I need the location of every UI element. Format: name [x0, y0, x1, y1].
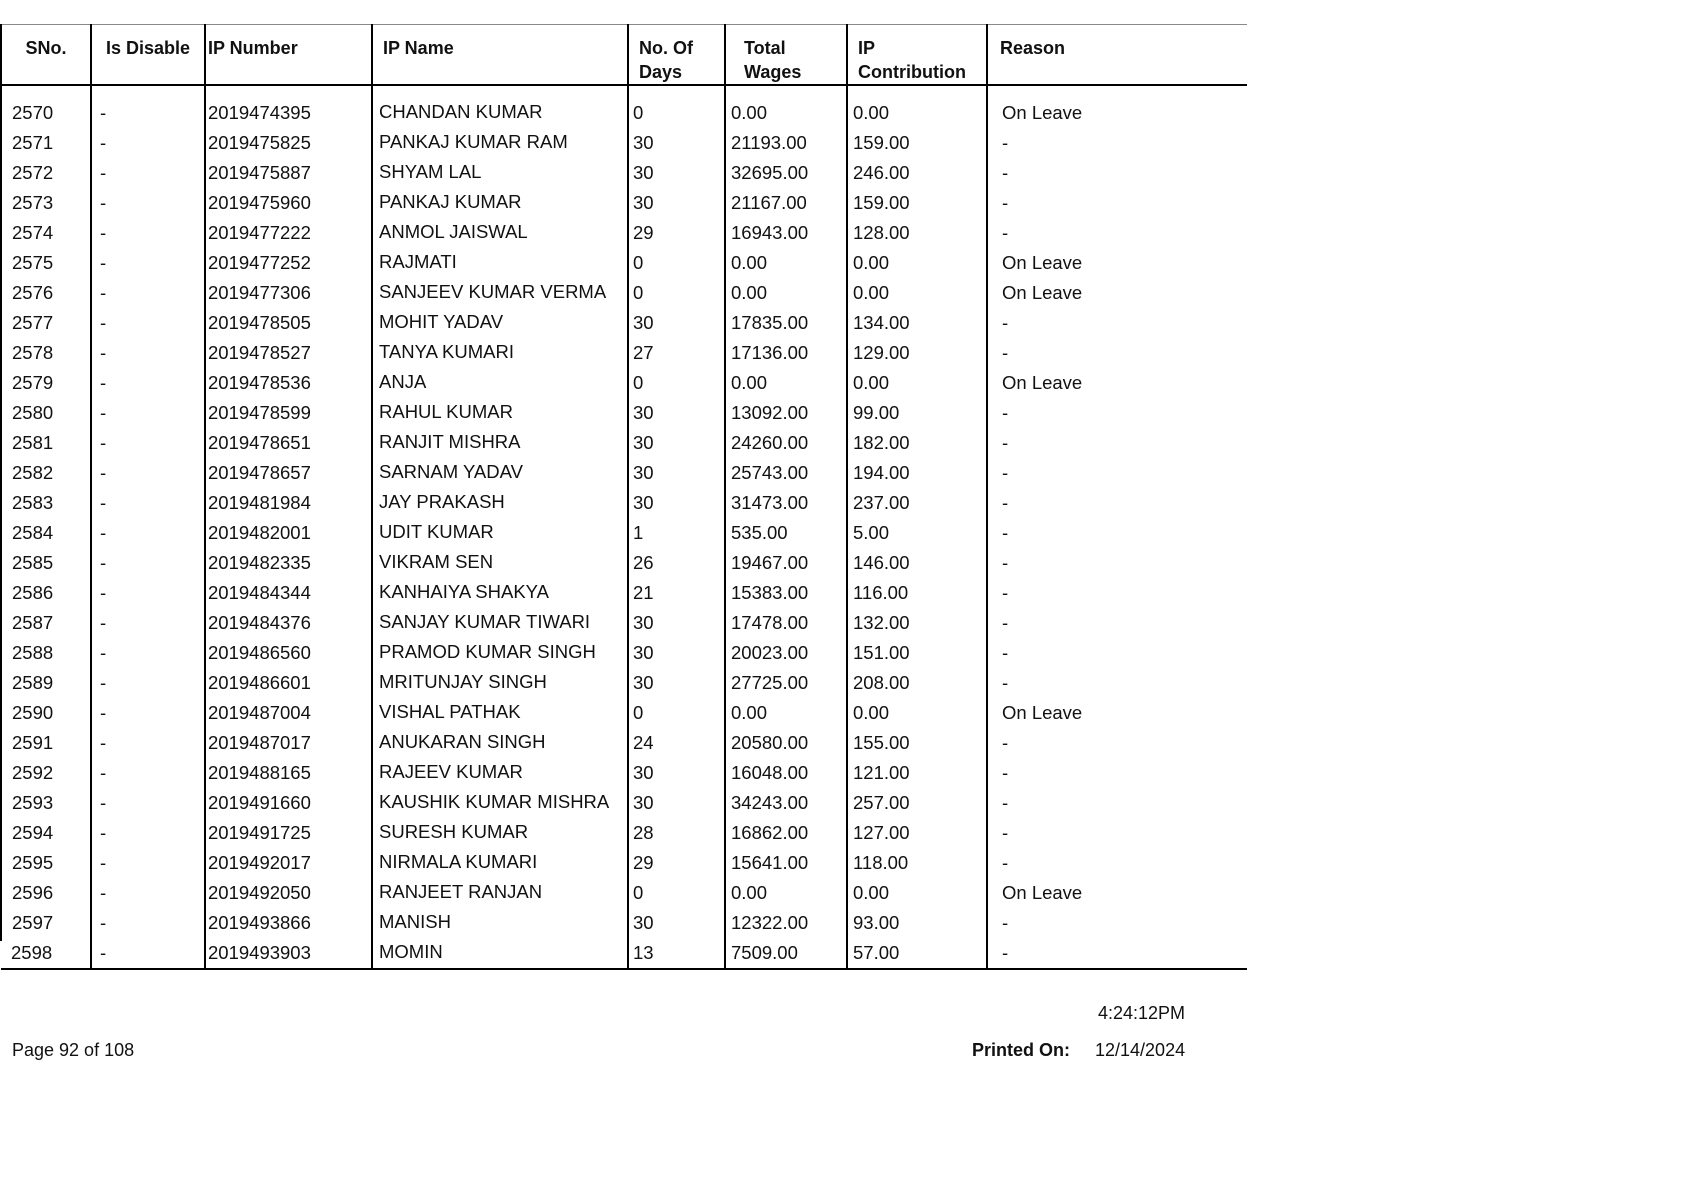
cell-days: 0	[628, 881, 725, 911]
table-row	[1, 731, 1247, 761]
cell-is-disable: -	[91, 641, 205, 671]
cell-ip-number: 2019477252	[205, 251, 372, 281]
cell-contribution: 208.00	[847, 671, 987, 701]
cell-ip-name: UDIT KUMAR	[372, 521, 628, 551]
cell-reason: On Leave	[1002, 102, 1083, 123]
cell-ip-name: KANHAIYA SHAKYA	[372, 581, 628, 611]
cell-days: 27	[628, 341, 725, 371]
cell-wages: 21167.00	[725, 191, 847, 221]
cell-days: 28	[628, 821, 725, 851]
cell-ip-number: 2019477222	[205, 221, 372, 251]
cell-days: 30	[628, 491, 725, 521]
table-row	[1, 911, 1247, 941]
cell-wages: 15383.00	[725, 581, 847, 611]
cell-ip-name: RAJMATI	[372, 251, 628, 281]
cell-days: 0	[628, 371, 725, 401]
table-row	[1, 671, 1247, 701]
cell-contribution: 194.00	[847, 461, 987, 491]
cell-wages: 17835.00	[725, 311, 847, 341]
cell-sno: 2597	[1, 911, 91, 941]
cell-is-disable: -	[91, 581, 205, 611]
cell-sno: 2576	[1, 281, 91, 311]
cell-wages: 0.00	[725, 881, 847, 911]
cell-contribution: 127.00	[847, 821, 987, 851]
cell-is-disable: -	[91, 161, 205, 191]
table-row	[1, 101, 1247, 131]
table-row	[1, 701, 1247, 731]
cell-wages: 12322.00	[725, 911, 847, 941]
cell-wages: 21193.00	[725, 131, 847, 161]
cell-ip-name: PRAMOD KUMAR SINGH	[372, 641, 628, 671]
cell-ip-number: 2019488165	[205, 761, 372, 791]
header-ip-number: IP Number	[205, 25, 372, 86]
cell-ip-name: ANJA	[372, 371, 628, 401]
cell-contribution: 132.00	[847, 611, 987, 641]
cell-ip-name: MRITUNJAY SINGH	[372, 671, 628, 701]
cell-ip-name: JAY PRAKASH	[372, 491, 628, 521]
cell-ip-number: 2019475887	[205, 161, 372, 191]
contribution-table	[0, 24, 1247, 970]
spacer-cell	[205, 85, 372, 101]
cell-contribution: 116.00	[847, 581, 987, 611]
cell-days: 30	[628, 911, 725, 941]
table-row	[1, 461, 1247, 491]
cell-reason: -	[1002, 162, 1009, 183]
cell-ip-name: VISHAL PATHAK	[372, 701, 628, 731]
cell-ip-number: 2019478657	[205, 461, 372, 491]
cell-contribution: 129.00	[847, 341, 987, 371]
cell-contribution: 159.00	[847, 131, 987, 161]
cell-contribution: 57.00	[847, 941, 987, 969]
cell-wages: 0.00	[725, 701, 847, 731]
cell-contribution: 237.00	[847, 491, 987, 521]
cell-is-disable: -	[91, 251, 205, 281]
cell-ip-name: SANJAY KUMAR TIWARI	[372, 611, 628, 641]
cell-ip-name: CHANDAN KUMAR	[372, 101, 628, 131]
cell-days: 30	[628, 761, 725, 791]
cell-contribution: 0.00	[847, 371, 987, 401]
table-row	[1, 881, 1247, 911]
cell-wages: 0.00	[725, 251, 847, 281]
cell-reason: -	[1002, 792, 1009, 813]
cell-days: 24	[628, 731, 725, 761]
header-wages-line2: Wages	[744, 62, 802, 82]
cell-sno: 2580	[1, 401, 91, 431]
header-ip-name: IP Name	[372, 25, 628, 86]
cell-sno: 2577	[1, 311, 91, 341]
table-row	[1, 401, 1247, 431]
cell-days: 0	[628, 701, 725, 731]
cell-contribution: 0.00	[847, 881, 987, 911]
cell-ip-name: TANYA KUMARI	[372, 341, 628, 371]
cell-ip-number: 2019484376	[205, 611, 372, 641]
header-reason: Reason	[1000, 38, 1066, 58]
spacer-cell	[725, 85, 847, 101]
cell-is-disable: -	[91, 131, 205, 161]
cell-ip-name: KAUSHIK KUMAR MISHRA	[372, 791, 628, 821]
cell-is-disable: -	[91, 731, 205, 761]
table-body	[1, 85, 1247, 969]
spacer-cell	[1, 85, 91, 101]
cell-sno: 2588	[1, 641, 91, 671]
cell-sno: 2570	[1, 101, 91, 131]
cell-is-disable: -	[91, 671, 205, 701]
table-row	[1, 641, 1247, 671]
cell-is-disable: -	[91, 101, 205, 131]
table-row	[1, 371, 1247, 401]
cell-ip-number: 2019482335	[205, 551, 372, 581]
cell-sno: 2578	[1, 341, 91, 371]
cell-ip-number: 2019478527	[205, 341, 372, 371]
cell-reason: -	[1002, 582, 1009, 603]
table-row	[1, 131, 1247, 161]
cell-ip-name: VIKRAM SEN	[372, 551, 628, 581]
cell-reason: -	[1002, 462, 1009, 483]
cell-reason: On Leave	[1002, 282, 1083, 303]
cell-ip-number: 2019486601	[205, 671, 372, 701]
table-row	[1, 851, 1247, 881]
cell-contribution: 0.00	[847, 251, 987, 281]
header-row	[1, 25, 1247, 86]
cell-ip-number: 2019475960	[205, 191, 372, 221]
cell-is-disable: -	[91, 821, 205, 851]
cell-ip-number: 2019484344	[205, 581, 372, 611]
cell-is-disable: -	[91, 281, 205, 311]
cell-days: 30	[628, 671, 725, 701]
cell-ip-number: 2019478651	[205, 431, 372, 461]
header-days-line1: No. Of	[639, 38, 693, 58]
cell-sno: 2595	[1, 851, 91, 881]
cell-ip-name: NIRMALA KUMARI	[372, 851, 628, 881]
cell-is-disable: -	[91, 521, 205, 551]
cell-ip-number: 2019482001	[205, 521, 372, 551]
cell-contribution: 128.00	[847, 221, 987, 251]
cell-days: 29	[628, 851, 725, 881]
cell-is-disable: -	[91, 491, 205, 521]
cell-contribution: 5.00	[847, 521, 987, 551]
cell-sno: 2596	[1, 881, 91, 911]
cell-is-disable: -	[91, 791, 205, 821]
cell-ip-number: 2019493903	[205, 941, 372, 969]
cell-contribution: 151.00	[847, 641, 987, 671]
cell-wages: 34243.00	[725, 791, 847, 821]
cell-sno: 2589	[1, 671, 91, 701]
cell-is-disable: -	[91, 881, 205, 911]
table-row	[1, 251, 1247, 281]
cell-ip-number: 2019487004	[205, 701, 372, 731]
cell-wages: 13092.00	[725, 401, 847, 431]
cell-sno: 2579	[1, 371, 91, 401]
cell-ip-number: 2019492017	[205, 851, 372, 881]
cell-reason: -	[1002, 222, 1009, 243]
cell-sno: 2583	[1, 491, 91, 521]
cell-ip-name: RAHUL KUMAR	[372, 401, 628, 431]
cell-is-disable: -	[91, 761, 205, 791]
cell-is-disable: -	[91, 941, 205, 969]
page-number: Page 92 of 108	[12, 1040, 135, 1060]
printed-time: 4:24:12PM	[1098, 1003, 1186, 1023]
cell-contribution: 155.00	[847, 731, 987, 761]
cell-is-disable: -	[91, 431, 205, 461]
spacer-cell	[847, 85, 987, 101]
cell-days: 30	[628, 461, 725, 491]
cell-ip-number: 2019493866	[205, 911, 372, 941]
cell-days: 21	[628, 581, 725, 611]
cell-days: 0	[628, 281, 725, 311]
spacer-cell	[628, 85, 725, 101]
cell-reason: -	[1002, 342, 1009, 363]
table-row	[1, 581, 1247, 611]
header-is-disable: Is Disable	[91, 25, 205, 86]
printed-on-label: Printed On:	[972, 1040, 1070, 1060]
cell-reason: -	[1002, 852, 1009, 873]
cell-ip-name: MOMIN	[372, 941, 628, 969]
cell-ip-number: 2019487017	[205, 731, 372, 761]
cell-ip-name: ANMOL JAISWAL	[372, 221, 628, 251]
cell-days: 30	[628, 401, 725, 431]
cell-reason: -	[1002, 192, 1009, 213]
cell-reason: On Leave	[1002, 882, 1083, 903]
cell-days: 30	[628, 131, 725, 161]
cell-wages: 16943.00	[725, 221, 847, 251]
cell-contribution: 159.00	[847, 191, 987, 221]
cell-is-disable: -	[91, 911, 205, 941]
cell-reason: -	[1002, 432, 1009, 453]
cell-contribution: 0.00	[847, 701, 987, 731]
cell-contribution: 257.00	[847, 791, 987, 821]
cell-ip-name: PANKAJ KUMAR RAM	[372, 131, 628, 161]
cell-contribution: 0.00	[847, 281, 987, 311]
spacer-cell	[987, 85, 1247, 101]
cell-days: 13	[628, 941, 725, 969]
cell-reason: -	[1002, 312, 1009, 333]
cell-is-disable: -	[91, 401, 205, 431]
cell-days: 0	[628, 101, 725, 131]
cell-days: 30	[628, 161, 725, 191]
cell-reason: -	[987, 941, 1247, 969]
cell-wages: 32695.00	[725, 161, 847, 191]
table-row	[1, 611, 1247, 641]
cell-ip-number: 2019475825	[205, 131, 372, 161]
cell-ip-number: 2019486560	[205, 641, 372, 671]
table-header	[1, 25, 1247, 86]
cell-wages: 24260.00	[725, 431, 847, 461]
cell-is-disable: -	[91, 851, 205, 881]
cell-ip-name: RAJEEV KUMAR	[372, 761, 628, 791]
cell-ip-name: SARNAM YADAV	[372, 461, 628, 491]
cell-sno: 2590	[1, 701, 91, 731]
spacer-cell	[372, 85, 628, 101]
cell-sno: 2572	[1, 161, 91, 191]
cell-is-disable: -	[91, 221, 205, 251]
table-row	[1, 521, 1247, 551]
cell-ip-name: SANJEEV KUMAR VERMA	[372, 281, 628, 311]
table-row	[1, 311, 1247, 341]
table-row	[1, 941, 1247, 969]
cell-sno: 2573	[1, 191, 91, 221]
cell-ip-name: MOHIT YADAV	[372, 311, 628, 341]
cell-reason: -	[1002, 642, 1009, 663]
cell-days: 1	[628, 521, 725, 551]
cell-reason: -	[1002, 522, 1009, 543]
table-row	[1, 431, 1247, 461]
cell-sno: 2582	[1, 461, 91, 491]
cell-contribution: 246.00	[847, 161, 987, 191]
cell-reason: -	[1002, 732, 1009, 753]
cell-wages: 535.00	[725, 521, 847, 551]
cell-contribution: 121.00	[847, 761, 987, 791]
cell-is-disable: -	[91, 311, 205, 341]
cell-days: 29	[628, 221, 725, 251]
cell-contribution: 0.00	[847, 101, 987, 131]
table-row	[1, 221, 1247, 251]
cell-sno: 2592	[1, 761, 91, 791]
cell-wages: 31473.00	[725, 491, 847, 521]
cell-is-disable: -	[91, 341, 205, 371]
cell-contribution: 182.00	[847, 431, 987, 461]
cell-reason: -	[1002, 822, 1009, 843]
cell-wages: 0.00	[725, 281, 847, 311]
cell-ip-name: PANKAJ KUMAR	[372, 191, 628, 221]
spacer-cell	[91, 85, 205, 101]
cell-sno: 2584	[1, 521, 91, 551]
cell-ip-name: ANUKARAN SINGH	[372, 731, 628, 761]
table-row	[1, 161, 1247, 191]
table-row	[1, 551, 1247, 581]
cell-reason: -	[1002, 132, 1009, 153]
cell-sno: 2571	[1, 131, 91, 161]
cell-wages: 0.00	[725, 371, 847, 401]
cell-reason: On Leave	[1002, 702, 1083, 723]
cell-reason: -	[1002, 492, 1009, 513]
cell-contribution: 99.00	[847, 401, 987, 431]
cell-ip-name: SHYAM LAL	[372, 161, 628, 191]
header-contrib-line1: IP	[858, 38, 876, 58]
cell-ip-number: 2019478536	[205, 371, 372, 401]
table-row	[1, 791, 1247, 821]
header-contrib-line2: Contribution	[858, 62, 966, 82]
cell-days: 30	[628, 191, 725, 221]
cell-ip-name: RANJEET RANJAN	[372, 881, 628, 911]
header-total-wages	[725, 25, 847, 86]
cell-reason: On Leave	[1002, 372, 1083, 393]
printed-date: 12/14/2024	[1095, 1040, 1186, 1060]
cell-ip-number: 2019492050	[205, 881, 372, 911]
cell-sno: 2598	[1, 941, 91, 969]
cell-ip-name: RANJIT MISHRA	[372, 431, 628, 461]
table-row	[1, 281, 1247, 311]
cell-ip-number: 2019491725	[205, 821, 372, 851]
cell-wages: 27725.00	[725, 671, 847, 701]
cell-wages: 17478.00	[725, 611, 847, 641]
cell-wages: 16862.00	[725, 821, 847, 851]
cell-wages: 16048.00	[725, 761, 847, 791]
cell-sno: 2586	[1, 581, 91, 611]
cell-sno: 2587	[1, 611, 91, 641]
cell-days: 30	[628, 641, 725, 671]
cell-is-disable: -	[91, 701, 205, 731]
cell-ip-number: 2019477306	[205, 281, 372, 311]
header-days-line2: Days	[639, 62, 683, 82]
header-ip-contribution	[847, 25, 987, 86]
cell-is-disable: -	[91, 611, 205, 641]
cell-days: 26	[628, 551, 725, 581]
header-no-of-days	[628, 25, 725, 86]
cell-wages: 7509.00	[725, 941, 847, 969]
cell-is-disable: -	[91, 551, 205, 581]
cell-sno: 2574	[1, 221, 91, 251]
cell-sno: 2591	[1, 731, 91, 761]
cell-days: 0	[628, 251, 725, 281]
cell-sno: 2593	[1, 791, 91, 821]
cell-contribution: 146.00	[847, 551, 987, 581]
cell-reason: On Leave	[1002, 252, 1083, 273]
cell-sno: 2575	[1, 251, 91, 281]
cell-contribution: 118.00	[847, 851, 987, 881]
cell-wages: 20580.00	[725, 731, 847, 761]
cell-ip-name: SURESH KUMAR	[372, 821, 628, 851]
cell-reason: -	[1002, 552, 1009, 573]
cell-ip-name: MANISH	[372, 911, 628, 941]
cell-sno: 2585	[1, 551, 91, 581]
cell-is-disable: -	[91, 371, 205, 401]
cell-wages: 17136.00	[725, 341, 847, 371]
table-row	[1, 491, 1247, 521]
cell-is-disable: -	[91, 461, 205, 491]
cell-reason: -	[1002, 762, 1009, 783]
cell-days: 30	[628, 611, 725, 641]
cell-reason: -	[1002, 672, 1009, 693]
cell-reason: -	[1002, 912, 1009, 933]
spacer-row	[1, 85, 1247, 101]
cell-ip-number: 2019481984	[205, 491, 372, 521]
table-row	[1, 821, 1247, 851]
cell-wages: 0.00	[725, 101, 847, 131]
cell-ip-number: 2019474395	[205, 101, 372, 131]
header-wages-line1: Total	[744, 38, 786, 58]
cell-wages: 25743.00	[725, 461, 847, 491]
cell-reason: -	[1002, 612, 1009, 633]
cell-ip-number: 2019478505	[205, 311, 372, 341]
cell-wages: 15641.00	[725, 851, 847, 881]
table-row	[1, 191, 1247, 221]
header-sno: SNo.	[1, 25, 91, 86]
cell-ip-number: 2019478599	[205, 401, 372, 431]
cell-reason: -	[1002, 402, 1009, 423]
table-row	[1, 341, 1247, 371]
cell-is-disable: -	[91, 191, 205, 221]
cell-contribution: 134.00	[847, 311, 987, 341]
cell-wages: 19467.00	[725, 551, 847, 581]
cell-days: 30	[628, 791, 725, 821]
cell-sno: 2581	[1, 431, 91, 461]
table-row	[1, 761, 1247, 791]
cell-wages: 20023.00	[725, 641, 847, 671]
cell-contribution: 93.00	[847, 911, 987, 941]
cell-days: 30	[628, 311, 725, 341]
cell-ip-number: 2019491660	[205, 791, 372, 821]
cell-sno: 2594	[1, 821, 91, 851]
cell-days: 30	[628, 431, 725, 461]
